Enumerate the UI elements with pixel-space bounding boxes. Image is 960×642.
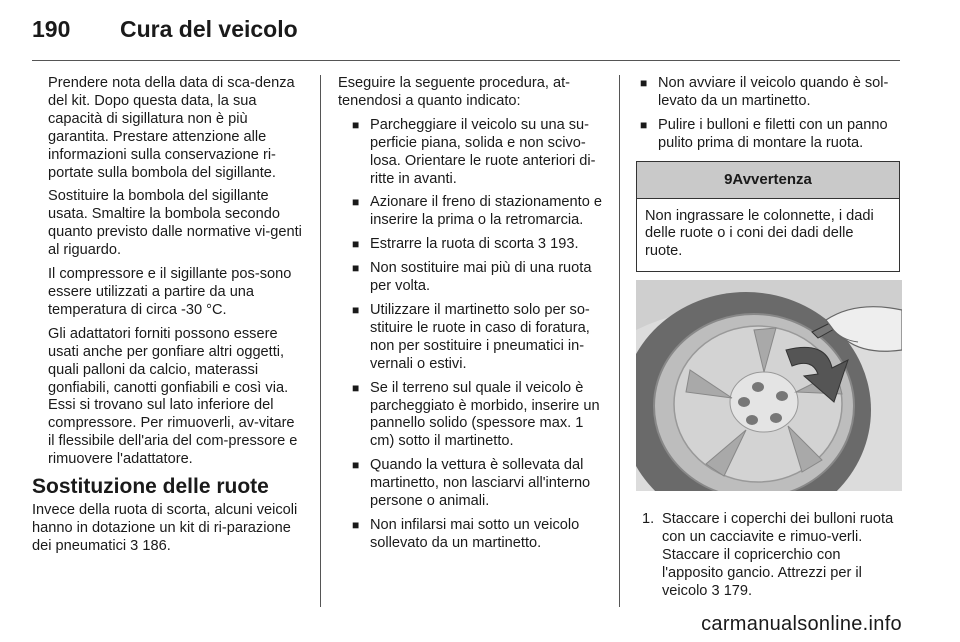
bullet-icon: ■ [352, 458, 360, 473]
bullet-icon: ■ [352, 261, 360, 276]
safety-list [636, 75, 904, 153]
list-item-text: Parcheggiare il veicolo su una su-perficie piana, solida e non scivo-losa. Orientare le ruote anteriori di-ritte in avanti. [370, 116, 596, 187]
chapter-title: Cura del veicolo [120, 16, 298, 42]
section-intro-text: Invece della ruota di scorta, alcuni veicoli hanno in dotazione un kit di ri-parazione dei pneumatici [32, 502, 298, 554]
warning-text: Non ingrassare le colonnette, i dadi delle ruote o i coni dei dadi delle ruote. [645, 207, 874, 260]
warning-title: Avvertenza [732, 170, 812, 188]
list-item-text: Non sostituire mai più di una ruota per volta. [370, 260, 592, 295]
list-item [348, 517, 606, 553]
wheel-cover-removal-illustration [636, 280, 902, 491]
step-text: Staccare i coperchi dei bulloni ruota con un cacciavite e rimuo-verli. Staccare il copricerchio con l'apposito gancio. Attrezzi per il veicolo [662, 511, 894, 599]
list-item [348, 117, 606, 189]
list-item [348, 236, 606, 254]
bullet-icon: ■ [352, 237, 360, 252]
warning-header [637, 162, 899, 199]
list-item-text: Non infilarsi mai sotto un veicolo sollevato da un martinetto. [370, 516, 580, 551]
page-ref-link[interactable]: 193. [550, 236, 579, 253]
procedure-intro: Eseguire la seguente procedura, at-tenendosi a quanto indicato: [338, 75, 571, 109]
bullet-icon: ■ [352, 302, 360, 317]
list-item-text: Utilizzare il martinetto solo per so-stituire le ruote in caso di foratura, non per sostituire i pneumatici in-vernali o estivi. [370, 301, 590, 372]
list-item-text: Estrarre la ruota di scorta [370, 236, 534, 253]
list-item-text: Azionare il freno di stazionamento e inserire la prima o la retromarcia. [370, 194, 603, 229]
list-item-text: Se il terreno sul quale il veicolo è parcheggiato è morbido, inserire un pannello solido (spessore max. 1 cm) sotto il martinetto. [370, 379, 600, 450]
list-item [636, 117, 904, 153]
steps-list [636, 511, 904, 601]
section-intro [32, 502, 304, 556]
list-item [348, 194, 606, 230]
bullet-icon: ■ [640, 117, 648, 132]
list-item-text: Pulire i bulloni e filetti con un panno pulito prima di montare la ruota. [658, 116, 888, 151]
ref-arrow-icon: 3 [711, 582, 720, 599]
bullet-icon: ■ [352, 117, 360, 132]
list-item [348, 260, 606, 296]
ref-arrow-icon: 3 [130, 537, 139, 554]
ref-arrow-icon: 3 [537, 236, 547, 253]
paragraph-replace-bottle: Sostituire la bombola del sigillante usata. Smaltire la bombola secondo quanto previsto dalle normative vi-genti al riguardo. [48, 188, 302, 259]
step-item [636, 511, 904, 601]
column-1 [32, 75, 304, 562]
column-2 [338, 75, 606, 559]
list-item [348, 457, 606, 511]
list-item-text: Non avviare il veicolo quando è sol-levato da un martinetto. [658, 75, 889, 109]
bullet-icon: ■ [352, 517, 360, 532]
page-ref-link[interactable]: 186. [142, 537, 171, 554]
list-item [636, 75, 904, 111]
bullet-icon: ■ [352, 195, 360, 210]
page-ref-link[interactable]: 179. [723, 582, 753, 599]
paragraph-temperature: Il compressore e il sigillante pos-sono essere utilizzati a partire da una temperatura di circa -30 °C. [48, 266, 292, 318]
page-number: 190 [32, 16, 71, 42]
list-item [348, 380, 606, 452]
list-item-text: Quando la vettura è sollevata dal martinetto, non lasciarvi all'interno persone o animali. [370, 457, 591, 510]
section-heading: Sostituzione delle ruote [32, 475, 269, 499]
warning-box [636, 161, 900, 273]
list-item [348, 302, 606, 374]
paragraph-adapters: Gli adattatori forniti possono essere usati anche per gonfiare altri oggetti, quali palloni da calcio, materassi gonfiabili, canotti gonfiabili e così via. Essi si trovano sul lato inferiore del compressore. Per rimuoverli, av-vitare il flessibile dell'aria del com-pressore e rimuovere l'adattatore. [48, 325, 298, 468]
header-rule [32, 60, 900, 61]
paragraph-kit-expiry: Prendere nota della data di sca-denza del kit. Dopo questa data, la sua capacità di sigillatura non è più garantita. Prestare attenzione alle informazioni sulla conservazione ri-portate sulla bombola del sigillante. [48, 75, 295, 181]
bullet-icon: ■ [352, 380, 360, 395]
procedure-list [338, 117, 606, 553]
warning-triangle-icon: 9 [724, 170, 733, 188]
column-divider-1 [320, 75, 321, 607]
column-3 [636, 75, 904, 601]
bullet-icon: ■ [640, 76, 648, 90]
column-divider-2 [619, 75, 620, 607]
watermark: carmanualsonline.info [701, 613, 902, 635]
step-number: 1. [642, 511, 655, 528]
